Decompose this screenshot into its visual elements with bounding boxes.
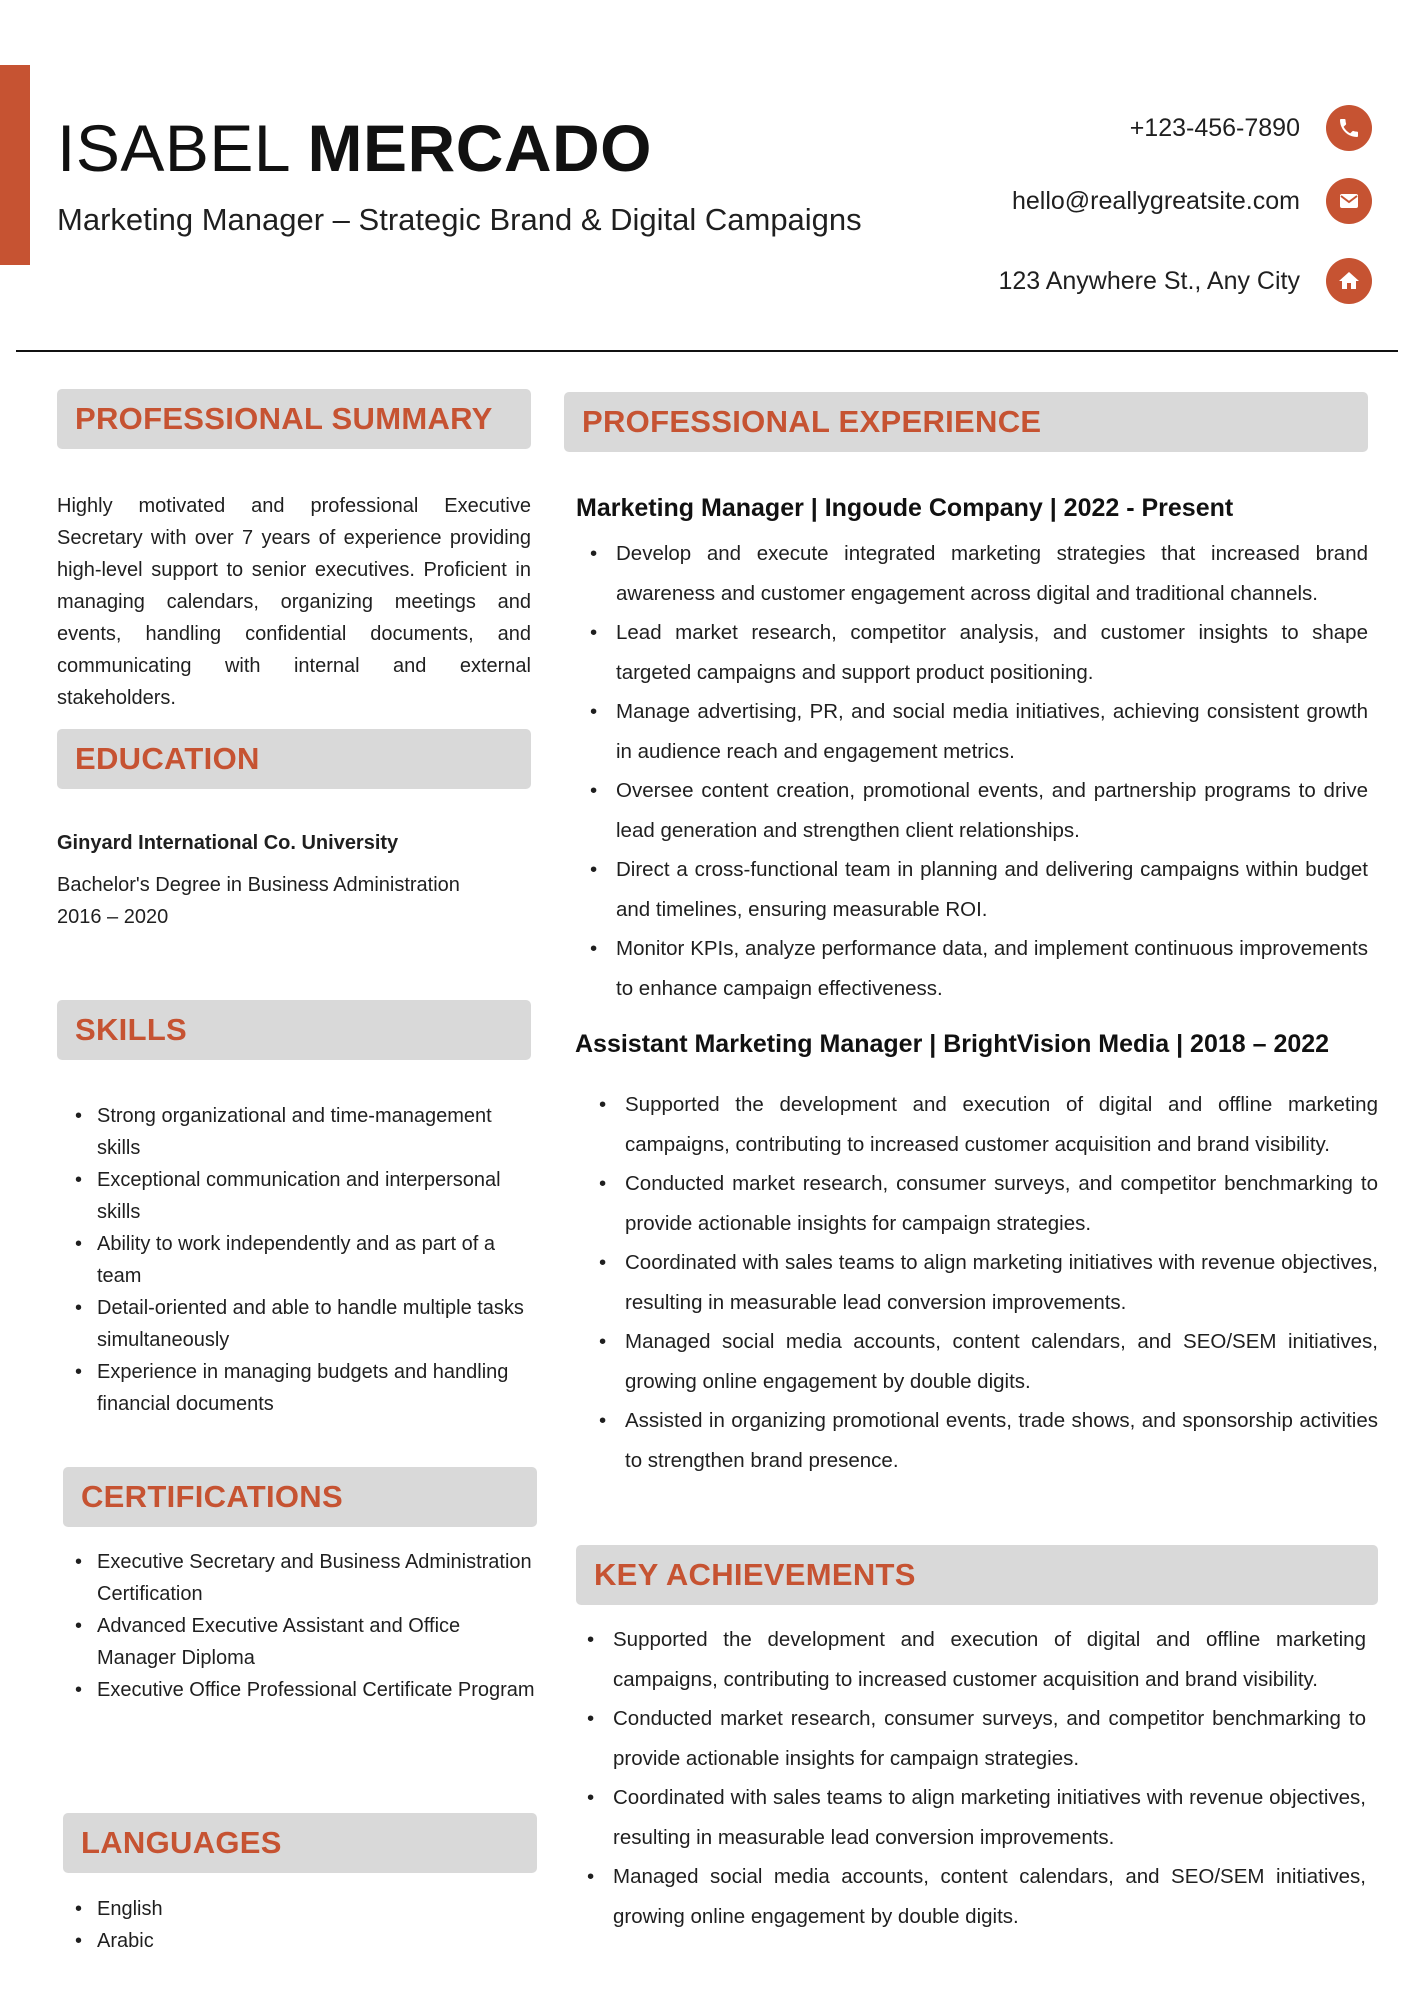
list-item: • Lead market research, competitor analysis, and customer insights to shape targeted campaigns and support product positioning. [576,613,1368,692]
list-item: • Detail-oriented and able to handle multiple tasks simultaneously [57,1292,537,1356]
candidate-name [57,108,652,188]
list-item: • Exceptional communication and interpersonal skills [57,1164,537,1228]
summary-heading-text: PROFESSIONAL SUMMARY [75,401,493,436]
job-subtitle: Marketing Manager – Strategic Brand & Digital Campaigns [57,202,862,237]
list-item: • Supported the development and execution of digital and offline marketing campaigns, contributing to increased customer acquisition and brand visibility. [585,1085,1378,1164]
last-name: MERCADO [307,111,653,185]
list-item: • Develop and execute integrated marketing strategies that increased brand awareness and customer engagement across digital and traditional channels. [576,534,1368,613]
summary-text: Highly motivated and professional Executive Secretary with over 7 years of experience providing high-level support to senior executives. Proficient in managing calendars, organizing meetings and events, handling confidential documents, and communicating with internal and external stakeholders. [57,495,531,709]
achievements-heading-text: KEY ACHIEVEMENTS [594,1557,916,1592]
list-item: • Experience in managing budgets and handling financial documents [57,1356,537,1420]
list-item: • Strong organizational and time-management skills [57,1100,537,1164]
experience-heading [564,392,1368,452]
education-years: 2016 – 2020 [57,906,169,928]
mail-icon [1326,178,1372,224]
education-heading-text: EDUCATION [75,741,260,776]
phone-text: +123-456-7890 [1129,113,1300,142]
list-item: • Manage advertising, PR, and social media initiatives, achieving consistent growth in audience reach and engagement metrics. [576,692,1368,771]
contact-phone [1130,105,1372,151]
certifications-heading-text: CERTIFICATIONS [81,1479,343,1514]
list-item: • Managed social media accounts, content calendars, and SEO/SEM initiatives, growing online engagement by double digits. [573,1857,1366,1936]
list-item: • Arabic [57,1925,537,1957]
achievements-list [573,1620,1366,1936]
list-item: • Direct a cross-functional team in planning and delivering campaigns within budget and timelines, ensuring measurable ROI. [576,850,1368,929]
certifications-heading [63,1467,537,1527]
first-name: ISABEL [57,111,289,185]
list-item: • Assisted in organizing promotional events, trade shows, and sponsorship activities to strengthen brand presence. [585,1401,1378,1480]
skills-heading-text: SKILLS [75,1012,188,1047]
experience-heading-text: PROFESSIONAL EXPERIENCE [582,404,1042,439]
list-item: • Executive Office Professional Certificate Program [57,1674,537,1706]
contact-email [1012,178,1372,224]
list-item: • Conducted market research, consumer surveys, and competitor benchmarking to provide actionable insights for campaign strategies. [585,1164,1378,1243]
languages-list [57,1893,537,1957]
list-item: • Monitor KPIs, analyze performance data, and implement continuous improvements to enhance campaign effectiveness. [576,929,1368,1008]
list-item: • Oversee content creation, promotional events, and partnership programs to drive lead generation and strengthen client relationships. [576,771,1368,850]
job-bullets [576,534,1368,1008]
list-item: • Conducted market research, consumer surveys, and competitor benchmarking to provide actionable insights for campaign strategies. [573,1699,1366,1778]
certifications-list [57,1546,537,1706]
address-text: 123 Anywhere St., Any City [998,266,1300,295]
job-title: Assistant Marketing Manager | BrightVision Media | 2018 – 2022 [575,1030,1330,1058]
list-item: • Ability to work independently and as part of a team [57,1228,537,1292]
list-item: • Managed social media accounts, content calendars, and SEO/SEM initiatives, growing online engagement by double digits. [585,1322,1378,1401]
header-divider [16,350,1398,352]
skills-list [57,1100,537,1420]
contact-address [998,258,1372,304]
achievements-heading [576,1545,1378,1605]
education-heading [57,729,531,789]
education-degree: Bachelor's Degree in Business Administration [57,874,460,896]
languages-heading [63,1813,537,1873]
list-item: • Coordinated with sales teams to align marketing initiatives with revenue objectives, resulting in measurable lead conversion improvements. [585,1243,1378,1322]
accent-bar [0,65,30,265]
list-item: • Advanced Executive Assistant and Office Manager Diploma [57,1610,537,1674]
job-title: Marketing Manager | Ingoude Company | 2022 - Present [576,494,1234,522]
list-item: • Coordinated with sales teams to align marketing initiatives with revenue objectives, resulting in measurable lead conversion improvements. [573,1778,1366,1857]
email-text: hello@reallygreatsite.com [1011,186,1300,215]
list-item: • Supported the development and execution of digital and offline marketing campaigns, contributing to increased customer acquisition and brand visibility. [573,1620,1366,1699]
phone-icon [1326,105,1372,151]
list-item: • English [57,1893,537,1925]
job-bullets [585,1085,1378,1480]
languages-heading-text: LANGUAGES [81,1825,282,1860]
skills-heading [57,1000,531,1060]
education-school: Ginyard International Co. University [57,832,399,854]
home-icon [1326,258,1372,304]
summary-heading [57,389,531,449]
list-item: • Executive Secretary and Business Administration Certification [57,1546,537,1610]
